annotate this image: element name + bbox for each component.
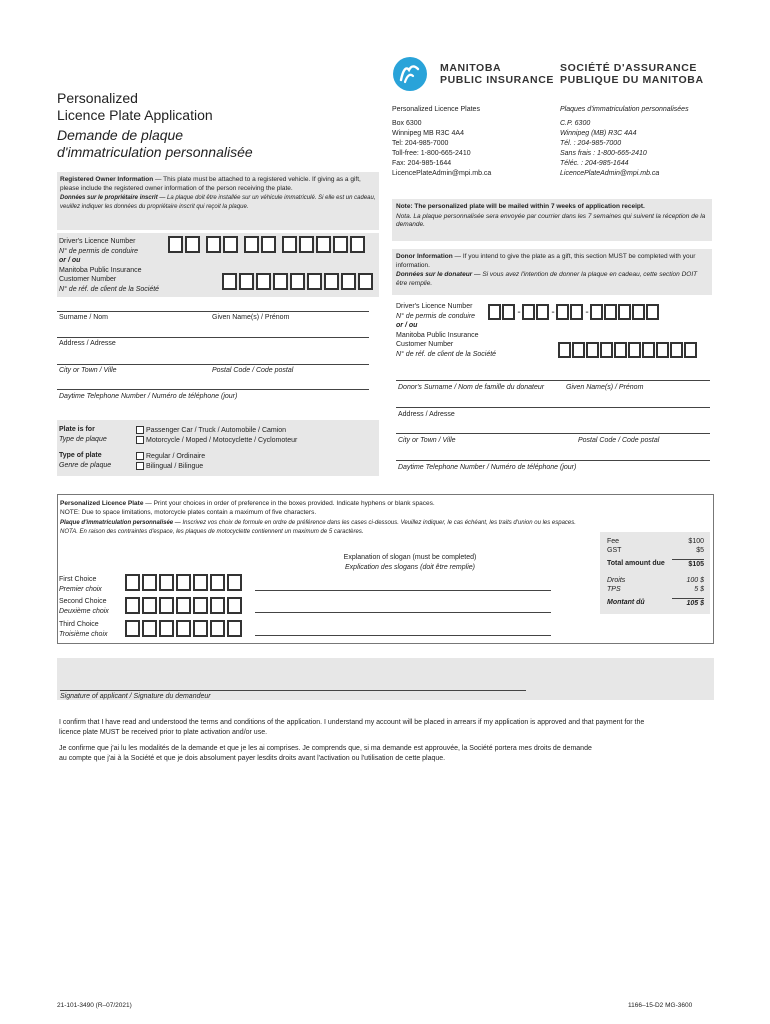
char-box[interactable] (299, 236, 314, 253)
char-box[interactable] (350, 236, 365, 253)
char-box[interactable] (586, 342, 599, 358)
char-box[interactable] (261, 236, 276, 253)
brand-en: MANITOBA PUBLIC INSURANCE (440, 62, 555, 86)
confirm-fr: Je confirme que j'ai lu les modalités de la demande et que je les ai comprises. Je comprends que, si ma demande est approuvée, la Société portera mes droits de demande au compte que j'ai à la Société et que je dois absolument payer lesdits droits avant l'activation ou l'utilisation de cette plaque. (59, 745, 592, 762)
type-of-plate-options: Regular / Ordinaire Bilingual / Bilingue (136, 452, 205, 472)
first-slogan-line[interactable] (255, 590, 551, 591)
char-box[interactable] (227, 597, 242, 614)
char-box[interactable] (273, 273, 288, 290)
char-box[interactable] (125, 597, 140, 614)
owner-info-banner: Registered Owner Information — This plate must be attached to a registered vehicle. If giving as a gift, please include the registered owner information of the person receiving the plate. Données sur le propriétaire inscrit — La plaque doit être installée sur un véhicule immatriculé. Si elle est un cadeau, veuillez indiquer les données du propriétaire inscrit qui reçoit la plaque. (57, 172, 379, 230)
donor-phone-line[interactable] (396, 460, 710, 461)
char-box[interactable] (176, 620, 191, 637)
char-box[interactable] (168, 236, 183, 253)
fee-labels-fr: Droits TPS Montant dû (607, 577, 645, 606)
char-box[interactable] (185, 236, 200, 253)
fee-values-fr: 100 $ 5 $ 105 $ (672, 576, 704, 608)
signature-line[interactable] (60, 690, 526, 691)
char-box[interactable] (614, 342, 627, 358)
char-box[interactable] (159, 574, 174, 591)
third-slogan-line[interactable] (255, 635, 551, 636)
second-choice-boxes[interactable] (125, 597, 244, 614)
char-box[interactable] (646, 304, 659, 320)
char-box[interactable] (358, 273, 373, 290)
char-box[interactable] (193, 574, 208, 591)
title-en: Personalized Licence Plate Application (57, 90, 213, 123)
slogan-heading: Explanation of slogan (must be completed) Explication des slogans (doit être remplie) (343, 554, 477, 571)
owner-licence-boxes[interactable] (168, 236, 367, 253)
mailing-note: Note: The personalized plate will be mailed within 7 weeks of application receipt. Nota. La plaque personnalisée sera envoyée par courrier dans les 7 semaines qui suivent la réception de la demande. (392, 199, 712, 241)
char-box[interactable] (290, 273, 305, 290)
owner-surname-label: Surname / Nom (59, 314, 109, 321)
char-box[interactable] (193, 620, 208, 637)
char-box[interactable] (572, 342, 585, 358)
brand-fr: SOCIÉTÉ D'ASSURANCE PUBLIQUE DU MANITOBA (560, 62, 704, 86)
owner-phone-label: Daytime Telephone Number / Numéro de téléphone (jour) (59, 393, 238, 400)
regular-checkbox[interactable] (136, 452, 144, 460)
char-box[interactable] (142, 574, 157, 591)
char-box[interactable] (632, 304, 645, 320)
char-box[interactable] (488, 304, 501, 320)
signature-label: Signature of applicant / Signature du demandeur (60, 693, 211, 700)
char-box[interactable] (341, 273, 356, 290)
bilingual-checkbox[interactable] (136, 462, 144, 470)
char-box[interactable] (307, 273, 322, 290)
owner-city-label: City or Town / Ville (59, 367, 117, 374)
contact-en: Personalized Licence Plates Box 6300 Winnipeg MB R3C 4A4 Tel: 204-985-7000 Toll-free: 1-800-665-2410 Fax: 204-985-1644 LicencePlateAdmin@mpi.mb.ca (392, 106, 492, 177)
char-box[interactable] (176, 597, 191, 614)
char-box[interactable] (558, 342, 571, 358)
donor-address-label: Address / Adresse (398, 411, 455, 418)
owner-city-line[interactable] (57, 364, 369, 365)
donor-customer-boxes[interactable] (558, 342, 698, 358)
donor-city-line[interactable] (396, 433, 710, 434)
donor-info-banner: Donor Information — If you intend to give the plate as a gift, this section MUST be completed with your information. Données sur le donateur — Si vous avez l'intention de donner la plaque en cadeau, cette section DOIT être remplie. (392, 249, 712, 295)
owner-postal-label: Postal Code / Code postal (212, 367, 294, 374)
third-choice-label: Third Choice Troisième choix (59, 621, 108, 638)
char-box[interactable] (333, 236, 348, 253)
passenger-checkbox[interactable] (136, 426, 144, 434)
char-box[interactable] (618, 304, 631, 320)
char-box[interactable] (210, 574, 225, 591)
char-box[interactable] (142, 620, 157, 637)
char-box[interactable] (628, 342, 641, 358)
motorcycle-checkbox[interactable] (136, 436, 144, 444)
owner-phone-line[interactable] (57, 389, 369, 390)
char-box[interactable] (223, 236, 238, 253)
char-box[interactable] (282, 236, 297, 253)
char-box[interactable] (670, 342, 683, 358)
confirm-en: I confirm that I have read and understood the terms and conditions of the application. I understand my account will be placed in arrears if my application is approved and that payment for the licence plate MUST be received prior to plate activation and/or use. (59, 719, 645, 736)
owner-customer-boxes[interactable] (222, 273, 375, 290)
owner-address-label: Address / Adresse (59, 340, 116, 347)
char-box[interactable] (159, 597, 174, 614)
char-box[interactable] (536, 304, 549, 320)
char-box[interactable] (125, 620, 140, 637)
type-of-plate-label: Type of plate Genre de plaque (59, 452, 112, 469)
char-box[interactable] (222, 273, 237, 290)
first-choice-label: First Choice Premier choix (59, 576, 102, 593)
donor-city-label: City or Town / Ville (398, 437, 456, 444)
second-slogan-line[interactable] (255, 612, 551, 613)
char-box[interactable] (206, 236, 221, 253)
donor-given-label: Given Name(s) / Prénom (566, 384, 644, 391)
char-box[interactable] (244, 236, 259, 253)
plate-for-options: Passenger Car / Truck / Automobile / Camion Motorcycle / Moped / Motocyclette / Cyclomoteur (136, 426, 297, 446)
fee-values-en: $100 $5 $105 (672, 537, 704, 569)
donor-licence-boxes[interactable]: - - - (488, 304, 660, 320)
char-box[interactable] (316, 236, 331, 253)
char-box[interactable] (176, 574, 191, 591)
char-box[interactable] (684, 342, 697, 358)
char-box[interactable] (556, 304, 569, 320)
first-choice-boxes[interactable] (125, 574, 244, 591)
char-box[interactable] (142, 597, 157, 614)
char-box[interactable] (600, 342, 613, 358)
char-box[interactable] (604, 304, 617, 320)
char-box[interactable] (193, 597, 208, 614)
char-box[interactable] (210, 597, 225, 614)
owner-address-line[interactable] (57, 337, 369, 338)
choices-intro: Personalized Licence Plate — Print your choices in order of preference in the boxes provided. Indicate hyphens or blank spaces. NOTE: Due to space limitations, motorcycle plates contain a maximum of five characters. Plaque d'immatriculation personnalisée — Inscrivez vos choix de formule en ordre de préférence dans les cases ci-dessous. Veuillez indiquer, le cas échéant, les traits d'union ou les espaces. NOTA. En raison des contraintes d'espace, les plaques de motocyclette contiennent un maximum de 5 caractères. (60, 500, 576, 535)
title-fr: Demande de plaque d'immatriculation personnalisée (57, 127, 253, 160)
char-box[interactable] (522, 304, 535, 320)
char-box[interactable] (656, 342, 669, 358)
char-box[interactable] (159, 620, 174, 637)
second-choice-label: Second Choice Deuxième choix (59, 598, 109, 615)
char-box[interactable] (590, 304, 603, 320)
char-box[interactable] (227, 574, 242, 591)
owner-given-label: Given Name(s) / Prénom (212, 314, 290, 321)
owner-id-labels: Driver's Licence Number N° de permis de conduire or / ou Manitoba Public Insurance Customer Number N° de réf. de client de la Société (59, 238, 160, 293)
char-box[interactable] (502, 304, 515, 320)
donor-postal-label: Postal Code / Code postal (578, 437, 660, 444)
char-box[interactable] (125, 574, 140, 591)
footer-code: 1166–15-D2 MG-3600 (628, 1002, 693, 1009)
char-box[interactable] (642, 342, 655, 358)
fee-labels-en: Fee GST Total amount due (607, 538, 665, 567)
char-box[interactable] (239, 273, 254, 290)
char-box[interactable] (227, 620, 242, 637)
char-box[interactable] (210, 620, 225, 637)
plate-for-label: Plate is for Type de plaque (59, 426, 107, 443)
donor-id-labels: Driver's Licence Number N° de permis de conduire or / ou Manitoba Public Insurance Customer Number N° de réf. de client de la Société (396, 303, 497, 358)
mpi-logo (392, 56, 428, 92)
contact-fr: Plaques d'immatriculation personnalisées C.P. 6300 Winnipeg (MB) R3C 4A4 Tél. : 204-985-7000 Sans frais : 1-800-665-2410 Téléc. : 204-985-1644 LicencePlateAdmin@mpi.mb.ca (560, 106, 689, 177)
donor-address-line[interactable] (396, 407, 710, 408)
char-box[interactable] (570, 304, 583, 320)
char-box[interactable] (256, 273, 271, 290)
donor-surname-line[interactable] (396, 380, 710, 381)
char-box[interactable] (324, 273, 339, 290)
owner-surname-line[interactable] (57, 311, 369, 312)
donor-surname-label: Donor's Surname / Nom de famille du donateur (398, 384, 545, 391)
third-choice-boxes[interactable] (125, 620, 244, 637)
donor-phone-label: Daytime Telephone Number / Numéro de téléphone (jour) (398, 464, 577, 471)
footer-form-number: 21-101-3490 (R–07/2021) (57, 1002, 132, 1009)
